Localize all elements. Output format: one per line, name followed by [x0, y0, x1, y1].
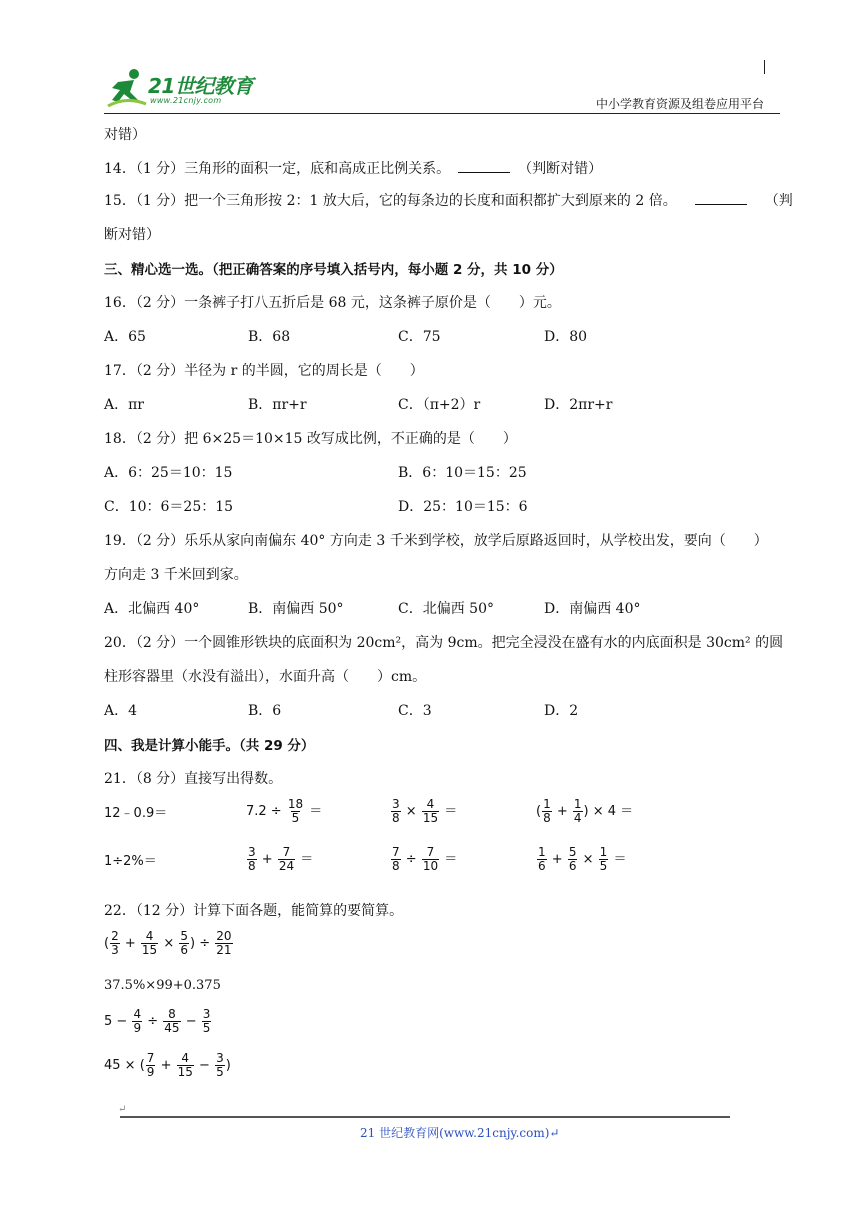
option-c[interactable]: C．北偏西 50°: [398, 601, 494, 617]
calc-item: 1÷2%＝: [104, 854, 157, 869]
calc-expression: ( $\frac{2}{3}$ + $\frac{4}{15}$ × $\frac{5}{6}$ ) ÷ $\frac{20}{21}$: [104, 929, 232, 957]
calc-item: $\frac{3}{8}$ × $\frac{4}{15}$ ＝: [392, 797, 458, 825]
option-d[interactable]: D．南偏西 40°: [544, 601, 641, 617]
paragraph-mark: ↵: [118, 1104, 127, 1115]
calc-item: 12﹣0.9＝: [104, 806, 168, 821]
question-17: 17．（2 分）半径为 r 的半圆，它的周长是（ ）: [104, 363, 424, 379]
calc-item: ( $\frac{1}{8}$ + $\frac{1}{4}$ ) × 4 ＝: [536, 797, 634, 825]
question-15-text: 15．（1 分）把一个三角形按 2：1 放大后，它的每条边的长度和面积都扩大到原来的 2 倍。: [104, 193, 677, 209]
option-a[interactable]: A．6：25＝10：15: [104, 465, 233, 481]
question-15-tail: （判: [764, 193, 793, 209]
question-20-line2: 柱形容器里（水没有溢出），水面升高（ ）cm。: [104, 669, 427, 685]
question-18: 18．（2 分）把 6×25＝10×15 改写成比例，不正确的是（ ）: [104, 431, 517, 447]
option-b[interactable]: B．6: [248, 703, 282, 719]
answer-blank[interactable]: [458, 160, 510, 173]
option-d[interactable]: D．2πr+r: [544, 397, 613, 413]
section-4-heading: 四、我是计算小能手。（共 29 分）: [104, 738, 315, 754]
question-15-line2: 断对错）: [104, 227, 160, 243]
option-a[interactable]: A．4: [104, 703, 138, 719]
site-logo: [104, 66, 274, 114]
option-b[interactable]: B．68: [248, 329, 291, 345]
calc-expression: 45 × ( $\frac{7}{9}$ + $\frac{4}{15}$ − $\frac{3}{5}$ ): [104, 1051, 231, 1079]
answer-blank[interactable]: [695, 192, 747, 205]
calc-item: $\frac{7}{8}$ ÷ $\frac{7}{10}$ ＝: [392, 845, 458, 873]
header-rule: [104, 113, 780, 114]
option-d[interactable]: D．80: [544, 329, 588, 345]
option-b[interactable]: B．πr+r: [248, 397, 307, 413]
calc-item: $\frac{1}{6}$ + $\frac{5}{6}$ × $\frac{1}{5}$ ＝: [538, 845, 627, 873]
option-d[interactable]: D．2: [544, 703, 579, 719]
question-19-line2: 方向走 3 千米回到家。: [104, 567, 248, 583]
option-c[interactable]: C．10：6＝25：15: [104, 499, 234, 515]
option-c[interactable]: C．75: [398, 329, 441, 345]
option-b[interactable]: B．6：10＝15：25: [398, 465, 527, 481]
option-c[interactable]: C．3: [398, 703, 432, 719]
question-20: 20．（2 分）一个圆锥形铁块的底面积为 20cm²，高为 9cm。把完全浸没在盛有水的内底面积是 30cm² 的圆: [104, 635, 784, 651]
option-d[interactable]: D．25：10＝15：6: [398, 499, 528, 515]
question-21: 21．（8 分）直接写出得数。: [104, 771, 283, 787]
question-14-tail: （判断对错）: [518, 161, 603, 177]
question-14: [104, 158, 602, 178]
question-19: 19．（2 分）乐乐从家向南偏东 40° 方向走 3 千米到学校，放学后原路返回时，从学校出发，要向（ ）: [104, 533, 768, 549]
carry-line: 对错）: [104, 127, 146, 143]
calc-item: 7.2 ÷ $\frac{18}{5}$ ＝: [246, 797, 323, 825]
logo-url: www.21cnjy.com: [150, 96, 222, 105]
platform-title: 中小学教育资源及组卷应用平台: [595, 97, 764, 111]
option-c[interactable]: C．（π+2）r: [398, 397, 481, 413]
question-14-text: 14．（1 分）三角形的面积一定，底和高成正比例关系。: [104, 161, 451, 177]
section-3-heading: 三、精心选一选。（把正确答案的序号填入括号内，每小题 2 分，共 10 分）: [104, 262, 563, 278]
calc-expression: 5 − $\frac{4}{9}$ ÷ $\frac{8}{45}$ − $\frac{3}{5}$: [104, 1007, 211, 1035]
calc-item: $\frac{3}{8}$ + $\frac{7}{24}$ ＝: [248, 845, 314, 873]
option-b[interactable]: B．南偏西 50°: [248, 601, 344, 617]
question-15: [104, 190, 793, 210]
option-a[interactable]: A．北偏西 40°: [104, 601, 200, 617]
option-a[interactable]: A．65: [104, 329, 146, 345]
footer-rule: [120, 1116, 730, 1118]
logo-text: 21世纪教育: [148, 74, 253, 98]
header-tick: [764, 60, 765, 74]
runner-logo-icon: [104, 66, 148, 110]
footer-link[interactable]: 21 世纪教育网(www.21cnjy.com)↵: [360, 1126, 560, 1140]
calc-expression: 37.5%×99+0.375: [104, 978, 221, 993]
question-22: 22．（12 分）计算下面各题，能简算的要简算。: [104, 903, 404, 919]
option-a[interactable]: A．πr: [104, 397, 145, 413]
question-16: 16．（2 分）一条裤子打八五折后是 68 元，这条裤子原价是（ ）元。: [104, 295, 561, 311]
